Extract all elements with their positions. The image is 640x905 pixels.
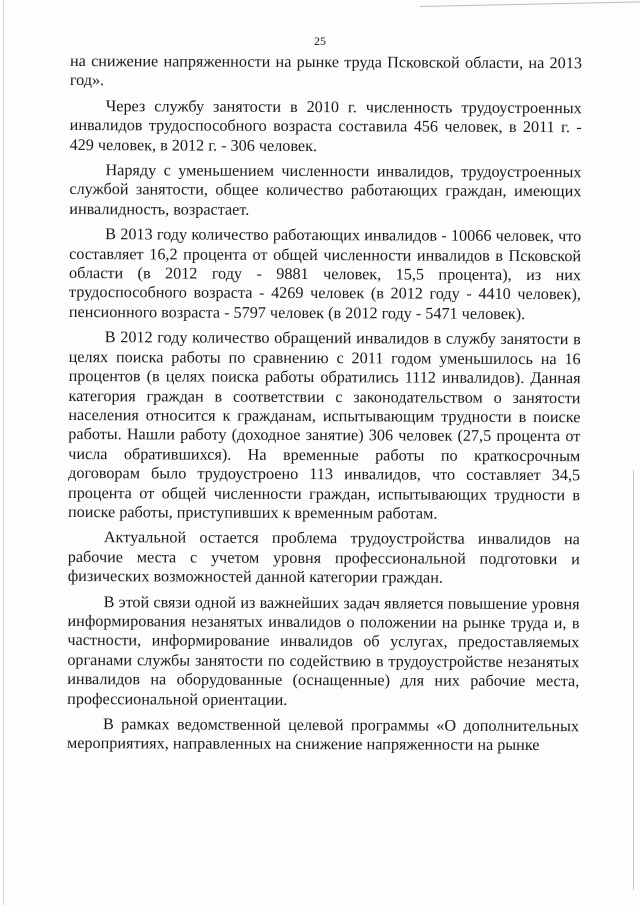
scan-left-edge bbox=[3, 0, 4, 905]
scan-right-edge bbox=[633, 470, 634, 890]
paragraph-employment-2010-2012: Через службу занятости в 2010 г. численность трудоустроенных инвалидов трудоспособного возраста составила 456 человек, в 2011 г. - 429 человек, в 2012 г. - 306 человек. bbox=[69, 96, 582, 155]
scan-top-edge bbox=[420, 0, 640, 7]
paragraph-employment-problem: Актуальной остается проблема трудоустройства инвалидов на рабочие места с учетом уровня профессиональной подготовки и физических возможностей данной категории граждан. bbox=[67, 528, 580, 587]
paragraph-working-disabled-growth: Наряду с уменьшением численности инвалидов, трудоустроенных службой занятости, общее количество работающих граждан, имеющих инвалидность, возрастает. bbox=[69, 161, 582, 219]
paragraph-program: В рамках ведомственной целевой программы «О дополнительных мероприятиях, направленных на снижение напряженности на рынке bbox=[66, 715, 580, 755]
paragraph-informing-task: В этой связи одной из важнейших задач является повышение уровня информирования незанятых инвалидов о положении на рынке труда и, в частности, информирование инвалидов об услугах, предоставляемых органами службы занятости по содействию в трудоустройстве незанятых инвалидов на оборудованные (оснащенные) для них рабочие места, профессиональной ориентации. bbox=[67, 592, 580, 709]
paragraph-2012-appeals: В 2012 году количество обращений инвалидов в службу занятости в целях поиска работы по сравнению с 2011 годом уменьшилось на 16 процентов (в целях поиска работы обратились 1112 инвалидов). Данная категория граждан в соответствии с законодательством о занятости населения относится к гражданам, испытывающим трудности в поиске работы. Нашли работу (доходное занятие) 306 человек (27,5 процента от числа обратившихся). На временные работы по краткосрочным договорам было трудоустроено 113 инвалидов, что составляет 34,5 процента от общей численности граждан, испытывающих трудности в поиске работы, приступивших к временным работам. bbox=[67, 328, 581, 523]
paragraph-continuation: на снижение напряженности на рынке труда Псковской области, на 2013 год». bbox=[69, 52, 582, 90]
page-number: 25 bbox=[314, 34, 326, 48]
paragraph-2013-statistics: В 2013 году количество работающих инвалидов - 10066 человек, что составляет 16,2 процента от общей численности инвалидов в Псковской области (в 2012 году - 9881 человек, 15,5 процента), из них трудоспособного возраста - 4269 человек (в 2012 году - 4410 человек), пенсионного возраста - 5797 человек (в 2012 году - 5471 человек). bbox=[68, 225, 582, 323]
document-body bbox=[67, 52, 582, 762]
